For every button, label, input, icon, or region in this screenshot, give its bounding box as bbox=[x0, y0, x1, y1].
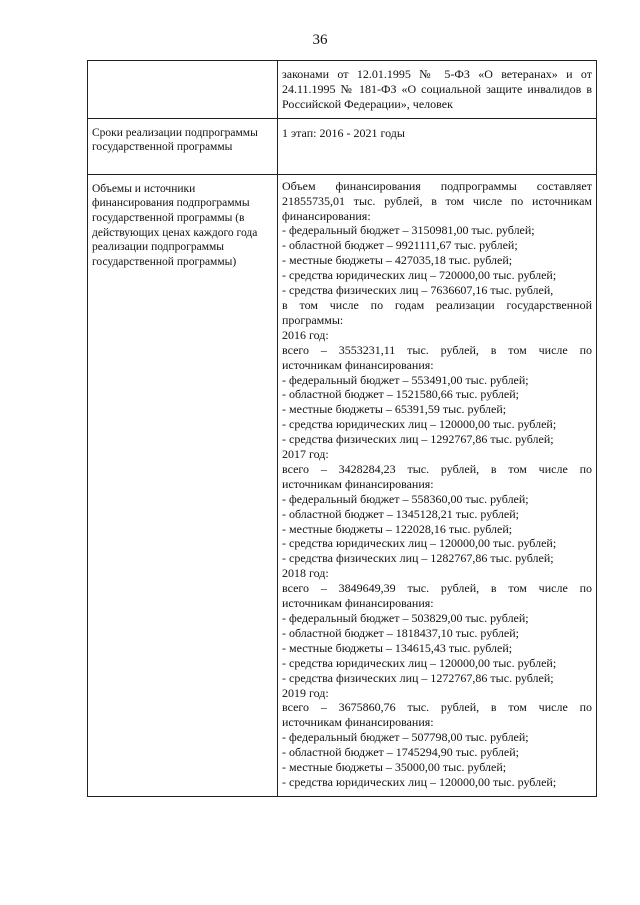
table-cell-label bbox=[88, 118, 278, 174]
funding-line: всего – 3553231,11 тыс. рублей, в том числе по bbox=[282, 342, 592, 357]
funding-line: - местные бюджеты – 35000,00 тыс. рублей; bbox=[282, 760, 507, 775]
row1-value: законами от 12.01.1995 № 5-ФЗ «О ветеранах» и от 24.11.1995 № 181-ФЗ «О социальной защите инвалидов в Российской Федерации», человек bbox=[282, 67, 592, 111]
funding-line: 2016 год: bbox=[282, 327, 329, 342]
funding-line: всего – 3675860,76 тыс. рублей, в том числе по bbox=[282, 700, 592, 715]
funding-line: 21855735,01 тыс. рублей, в том числе по источникам bbox=[282, 193, 592, 208]
funding-line: - средства физических лиц – 1272767,86 тыс. рублей; bbox=[282, 670, 554, 685]
table-cell-label bbox=[88, 61, 278, 119]
funding-line: - федеральный бюджет – 503829,00 тыс. рублей; bbox=[282, 611, 529, 625]
subprogram-passport-table bbox=[87, 60, 597, 797]
funding-details bbox=[278, 175, 596, 796]
implementation-period-value: 1 этап: 2016 - 2021 годы bbox=[282, 125, 405, 140]
funding-line: - областной бюджет – 1818437,10 тыс. рублей; bbox=[282, 625, 519, 640]
funding-line: - федеральный бюджет – 558360,00 тыс. рублей; bbox=[282, 491, 529, 506]
table-cell-value bbox=[278, 174, 597, 796]
table-cell-value bbox=[278, 118, 597, 174]
funding-line: источникам финансирования: bbox=[282, 357, 434, 372]
funding-line: - средства физических лиц – 1292767,86 тыс. рублей; bbox=[282, 432, 554, 447]
funding-line: 2019 год: bbox=[282, 685, 329, 700]
funding-line: в том числе по годам реализации государственной bbox=[282, 297, 592, 312]
funding-line: - средства физических лиц – 7636607,16 тыс. рублей, bbox=[282, 283, 554, 298]
funding-line: - областной бюджет – 1345128,21 тыс. рублей; bbox=[282, 506, 519, 521]
funding-line: - федеральный бюджет – 3150981,00 тыс. рублей; bbox=[282, 223, 535, 238]
table-row bbox=[88, 61, 597, 119]
funding-line: - местные бюджеты – 122028,16 тыс. рублей; bbox=[282, 521, 513, 536]
funding-line: - областной бюджет – 9921111,67 тыс. рублей; bbox=[282, 238, 518, 253]
funding-line: - средства юридических лиц – 120000,00 тыс. рублей; bbox=[282, 536, 557, 551]
funding-line: - средства юридических лиц – 120000,00 тыс. рублей; bbox=[282, 655, 557, 670]
funding-line: - федеральный бюджет – 553491,00 тыс. рублей; bbox=[282, 372, 529, 387]
row1-label bbox=[88, 61, 277, 72]
table-row bbox=[88, 118, 597, 174]
funding-line: 2018 год: bbox=[282, 566, 329, 581]
page-number: 36 bbox=[312, 32, 328, 48]
table-row bbox=[88, 174, 597, 796]
implementation-period-label: Сроки реализации подпрограммы государственной программы bbox=[92, 126, 258, 154]
funding-line: - средства юридических лиц – 120000,00 тыс. рублей; bbox=[282, 774, 557, 789]
table-cell-value bbox=[278, 61, 597, 119]
funding-line: - областной бюджет – 1521580,66 тыс. рублей; bbox=[282, 387, 519, 402]
funding-line: - средства физических лиц – 1282767,86 тыс. рублей; bbox=[282, 551, 554, 566]
funding-line: - областной бюджет – 1745294,90 тыс. рублей; bbox=[282, 745, 519, 760]
funding-line: всего – 3849649,39 тыс. рублей, в том числе по bbox=[282, 581, 592, 596]
funding-line: 2017 год: bbox=[282, 447, 329, 462]
funding-line: источникам финансирования: bbox=[282, 476, 434, 491]
funding-line: всего – 3428284,23 тыс. рублей, в том числе по bbox=[282, 461, 592, 476]
table-cell-label bbox=[88, 174, 278, 796]
funding-line: источникам финансирования: bbox=[282, 596, 434, 611]
funding-line: источникам финансирования: bbox=[282, 715, 434, 730]
funding-line: - местные бюджеты – 65391,59 тыс. рублей; bbox=[282, 402, 507, 417]
funding-line: - местные бюджеты – 134615,43 тыс. рублей; bbox=[282, 640, 513, 655]
funding-line: программы: bbox=[282, 312, 344, 327]
funding-line: Объем финансирования подпрограммы составляет bbox=[282, 178, 592, 193]
funding-line: - средства юридических лиц – 720000,00 тыс. рублей; bbox=[282, 268, 557, 283]
funding-line: финансирования: bbox=[282, 208, 371, 223]
funding-line: - местные бюджеты – 427035,18 тыс. рублей; bbox=[282, 253, 513, 268]
funding-line: - средства юридических лиц – 120000,00 тыс. рублей; bbox=[282, 417, 557, 432]
funding-label: Объемы и источники финансирования подпрограммы государственной программы (в действующих ценах каждого года реализации подпрограммы государственной программы) bbox=[92, 182, 258, 268]
funding-line: - федеральный бюджет – 507798,00 тыс. рублей; bbox=[282, 730, 529, 745]
